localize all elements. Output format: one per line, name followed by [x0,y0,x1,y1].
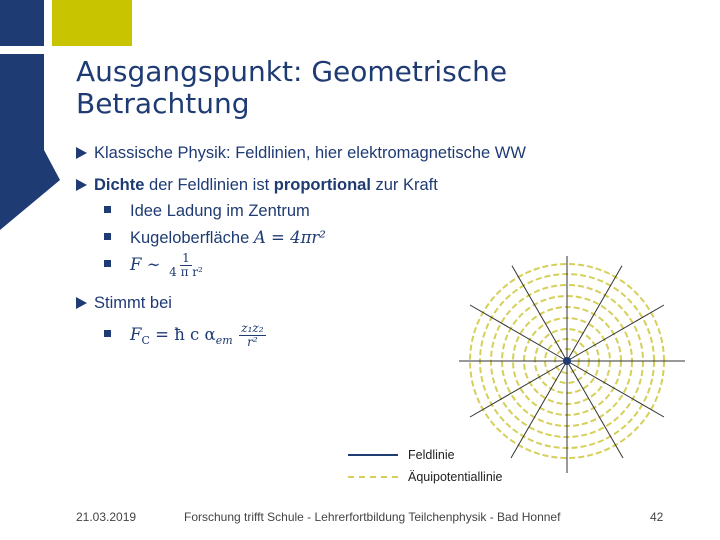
bullet-item [76,294,172,313]
equipotential-circle [555,349,579,373]
logo-navy-wedge [0,54,60,230]
fraction-denominator: r² [247,335,258,349]
bullet-text: Stimmt bei [94,294,172,312]
footer-date: 21.03.2019 [76,510,137,524]
logo-navy-square [0,0,44,46]
slide-title: Ausgangspunkt: Geometrische Betrachtung [76,55,508,120]
coulomb-formula-mid: = ħ c α [149,324,216,344]
sub-bullet-item [104,202,310,221]
field-line [567,305,664,361]
equipotential-circle [545,339,589,383]
square-bullet-icon [104,260,111,267]
logo-yellow-block [52,0,132,46]
square-bullet-icon [104,233,111,240]
square-bullet-icon [104,206,111,213]
bullet-item [76,176,438,195]
central-charge-dot [563,357,571,365]
footer-center-text: Forschung trifft Schule - Lehrerfortbildung Teilchenphysik - Bad Honnef [184,510,561,524]
bullet-bold-text: Dichte [94,176,145,194]
bullet-item [76,144,526,163]
field-line [512,266,567,361]
bullet-text: Klassische Physik: Feldlinien, hier elektromagnetische WW [94,144,526,162]
sub-bullet-item [104,228,326,248]
fraction [167,252,205,279]
coulomb-formula-lhs: F [130,324,142,344]
solid-line-swatch [348,454,398,456]
coulomb-subscript: C [141,334,150,348]
fraction-numerator: 1 [182,251,190,265]
field-line [470,361,567,417]
dashed-line-swatch [348,476,398,478]
legend-label: Feldlinie [408,448,455,462]
bullet-text: der Feldlinien ist [144,176,274,194]
sub-bullet-item [104,252,207,279]
bullet-text: zur Kraft [370,176,438,194]
force-formula-lhs: F ∼ [130,254,161,274]
field-line [567,361,623,458]
equipotential-circle [502,296,632,426]
equipotential-circle [470,264,664,458]
field-line [567,266,622,361]
bullet-bold-text: proportional [273,176,371,194]
equipotential-circle [491,285,643,437]
equipotential-circle [513,307,621,415]
fraction-numerator: z₁z₂ [241,321,264,335]
alpha-subscript: em [215,334,233,348]
equipotential-circle [535,329,599,393]
area-formula: A = 4πr² [253,228,326,247]
legend-label: Äquipotentiallinie [408,470,503,484]
field-line [567,361,664,417]
fraction [239,322,265,349]
legend-item [348,470,503,484]
field-line [511,361,567,458]
sub-bullet-item [104,322,268,349]
field-line [470,305,567,361]
sub-bullet-text: Kugeloberfläche [130,229,254,247]
square-bullet-icon [104,330,111,337]
triangle-bullet-icon [76,179,87,191]
triangle-bullet-icon [76,297,87,309]
equipotential-circle [524,318,610,404]
triangle-bullet-icon [76,147,87,159]
footer-page-number: 42 [650,510,664,524]
equipotential-circle [480,274,654,448]
sub-bullet-text: Idee Ladung im Zentrum [130,202,310,220]
fraction-denominator: 4 π r² [169,265,203,279]
legend-item [348,448,455,462]
